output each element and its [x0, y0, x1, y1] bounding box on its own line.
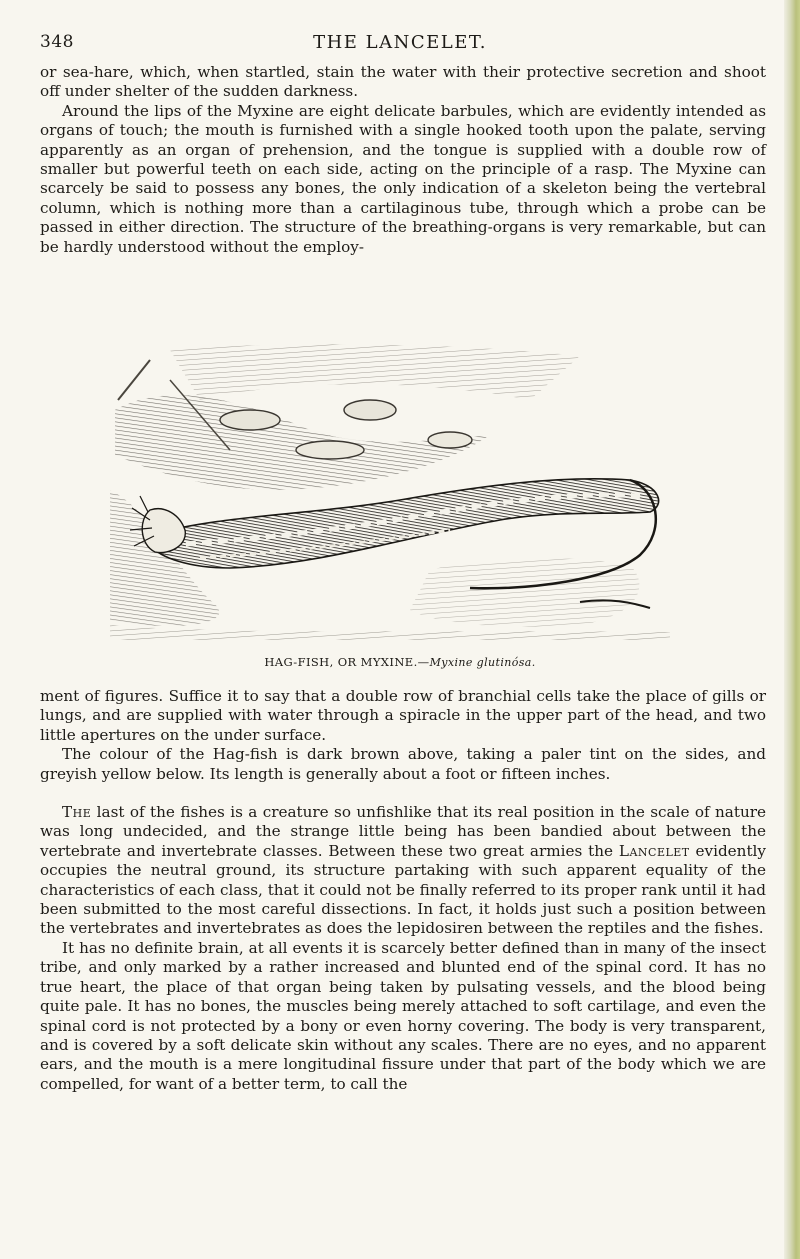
figure-caption: [0, 655, 800, 669]
caption-latin-name: Myxine glutinósa.: [429, 656, 536, 669]
lancelet-term: Lancelet: [618, 841, 690, 860]
caption-title: HAG-FISH, OR MYXINE.—: [264, 655, 430, 669]
top-text-block: [40, 63, 766, 257]
paragraph: It has no definite brain, at all events it is scarcely better defined than in many of the insect tribe, and only marked by a rather increased and blunted end of the spinal cord. It has no true heart, the place of that organ being taken by pulsating vessels, and the blood being quite pale. It has no bones, the muscles being merely attached to soft cartilage, and even the spinal cord is not protected by a bony or even horny covering. The body is very transparent, and is covered by a soft delicate skin without any scales. There are no eyes, and no apparent ears, and the mouth is a mere longitudinal fissure under that part of the body which we are compelled, for want of a better term, to call the: [40, 938, 766, 1093]
page-number: 348: [40, 32, 74, 52]
small-caps-lead: The: [62, 803, 92, 822]
hag-fish-engraving-icon: [110, 340, 670, 640]
paragraph: or sea-hare, which, when startled, stain the water with their protective secretion and shoot off under shelter of the sudden darkness.: [40, 63, 766, 101]
paragraph-text: last of the fishes is a creature so unfishlike that its real position in the scale of nature was long undecided, and the strange little being has been bandied about between the vertebrate and invertebrate classes. Between these two great armies the: [40, 803, 766, 860]
page-edge: [784, 0, 800, 1259]
running-head: THE LANCELET.: [313, 32, 487, 53]
bottom-text-block: [40, 687, 766, 1094]
paragraph: [40, 803, 766, 939]
paragraph-text: evidently occupies the neutral ground, its structure partaking with such apparent equality of the characteristics of each class, that it could not be finally referred to its proper rank until it had been submitted to the most careful dissections. In fact, it holds just such a position between the vertebrates and invertebrates as does the lepidosiren between the reptiles and the fishes.: [40, 841, 766, 938]
paragraph: The colour of the Hag-fish is dark brown above, taking a paler tint on the sides, and greyish yellow below. Its length is generally about a foot or fifteen inches.: [40, 745, 766, 783]
paragraph: ment of figures. Suffice it to say that a double row of branchial cells take the place of gills or lungs, and are supplied with water through a spiracle in the upper part of the head, and two little apertures on the under surface.: [40, 687, 766, 744]
paragraph: Around the lips of the Myxine are eight delicate barbules, which are evidently intended as organs of touch; the mouth is furnished with a single hooked tooth upon the palate, serving apparently as an organ of prehension, and the tongue is supplied with a double row of smaller but powerful teeth on each side, acting on the principle of a rasp. The Myxine can scarcely be said to possess any bones, the only indication of a skeleton being the vertebral column, which is nothing more than a cartilaginous tube, through which a probe can be passed in either direction. The structure of the breathing-organs is very remarkable, but can be hardly understood without the employ-: [40, 101, 766, 256]
